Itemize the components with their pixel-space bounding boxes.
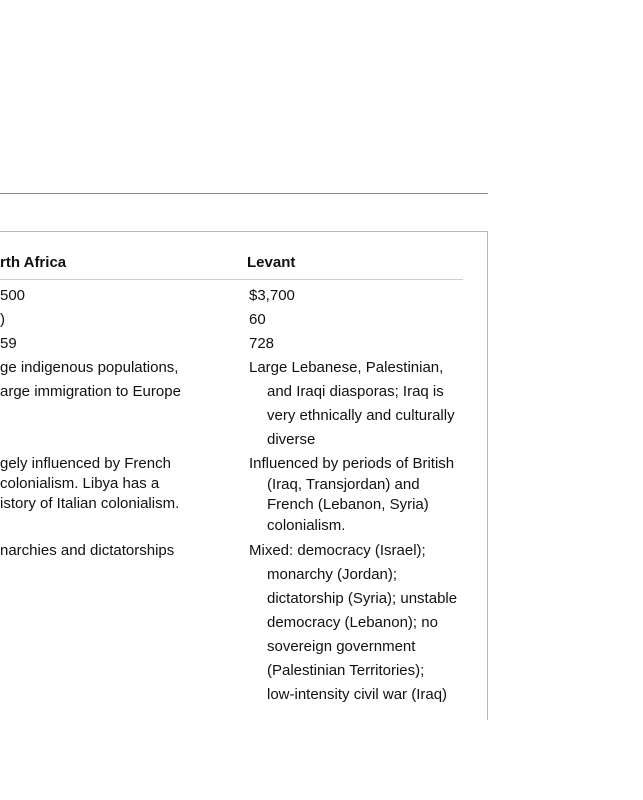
table-cell: 60 [249,311,266,328]
table-cell [249,454,454,536]
cell-line: (Iraq, Transjordan) and [267,475,420,493]
cell-line: democracy (Lebanon); no [267,614,438,631]
cell-line: sovereign government [267,638,416,655]
cell-line: narchies and dictatorships [0,542,175,559]
cell-line: (Palestinian Territories); [267,662,425,679]
top-rule [0,193,488,194]
cell-line: colonialism. Libya has a [0,475,160,492]
cell-line: Large Lebanese, Palestinian, [249,359,444,376]
table-border-right [487,231,488,720]
table-cell: 500 [0,287,26,304]
cell-line: arge immigration to Europe [0,383,181,400]
cell-line: diverse [267,431,316,448]
table-border-top [0,231,488,232]
table-cell [249,356,455,452]
cell-line: gely influenced by French [0,455,171,472]
table-cell: 59 [0,335,17,352]
table-cell: 728 [249,335,275,352]
cell-line: and Iraqi diasporas; Iraq is [267,383,444,400]
cell-line: French (Lebanon, Syria) [267,496,429,513]
column-header-levant: Levant [247,254,296,271]
header-rule [0,279,463,280]
cell-line: colonialism. [267,516,346,534]
table-cell [0,454,179,514]
cell-line: ge indigenous populations, [0,359,179,376]
table-cell: $3,700 [249,287,295,304]
cell-line: Influenced by periods of British [249,455,455,472]
cell-line: istory of Italian colonialism. [0,495,180,512]
table-cell: ) [0,311,5,328]
cell-line: very ethnically and culturally [267,407,455,424]
table-cell [0,356,181,404]
table-cell [249,539,457,707]
cell-line: dictatorship (Syria); unstable [267,590,458,607]
cell-line: Mixed: democracy (Israel); [249,542,426,559]
column-header-north-africa: rth Africa [0,254,67,271]
cell-line: monarchy (Jordan); [267,566,398,583]
cell-line: low-intensity civil war (Iraq) [267,686,448,703]
table-cell [0,539,174,563]
